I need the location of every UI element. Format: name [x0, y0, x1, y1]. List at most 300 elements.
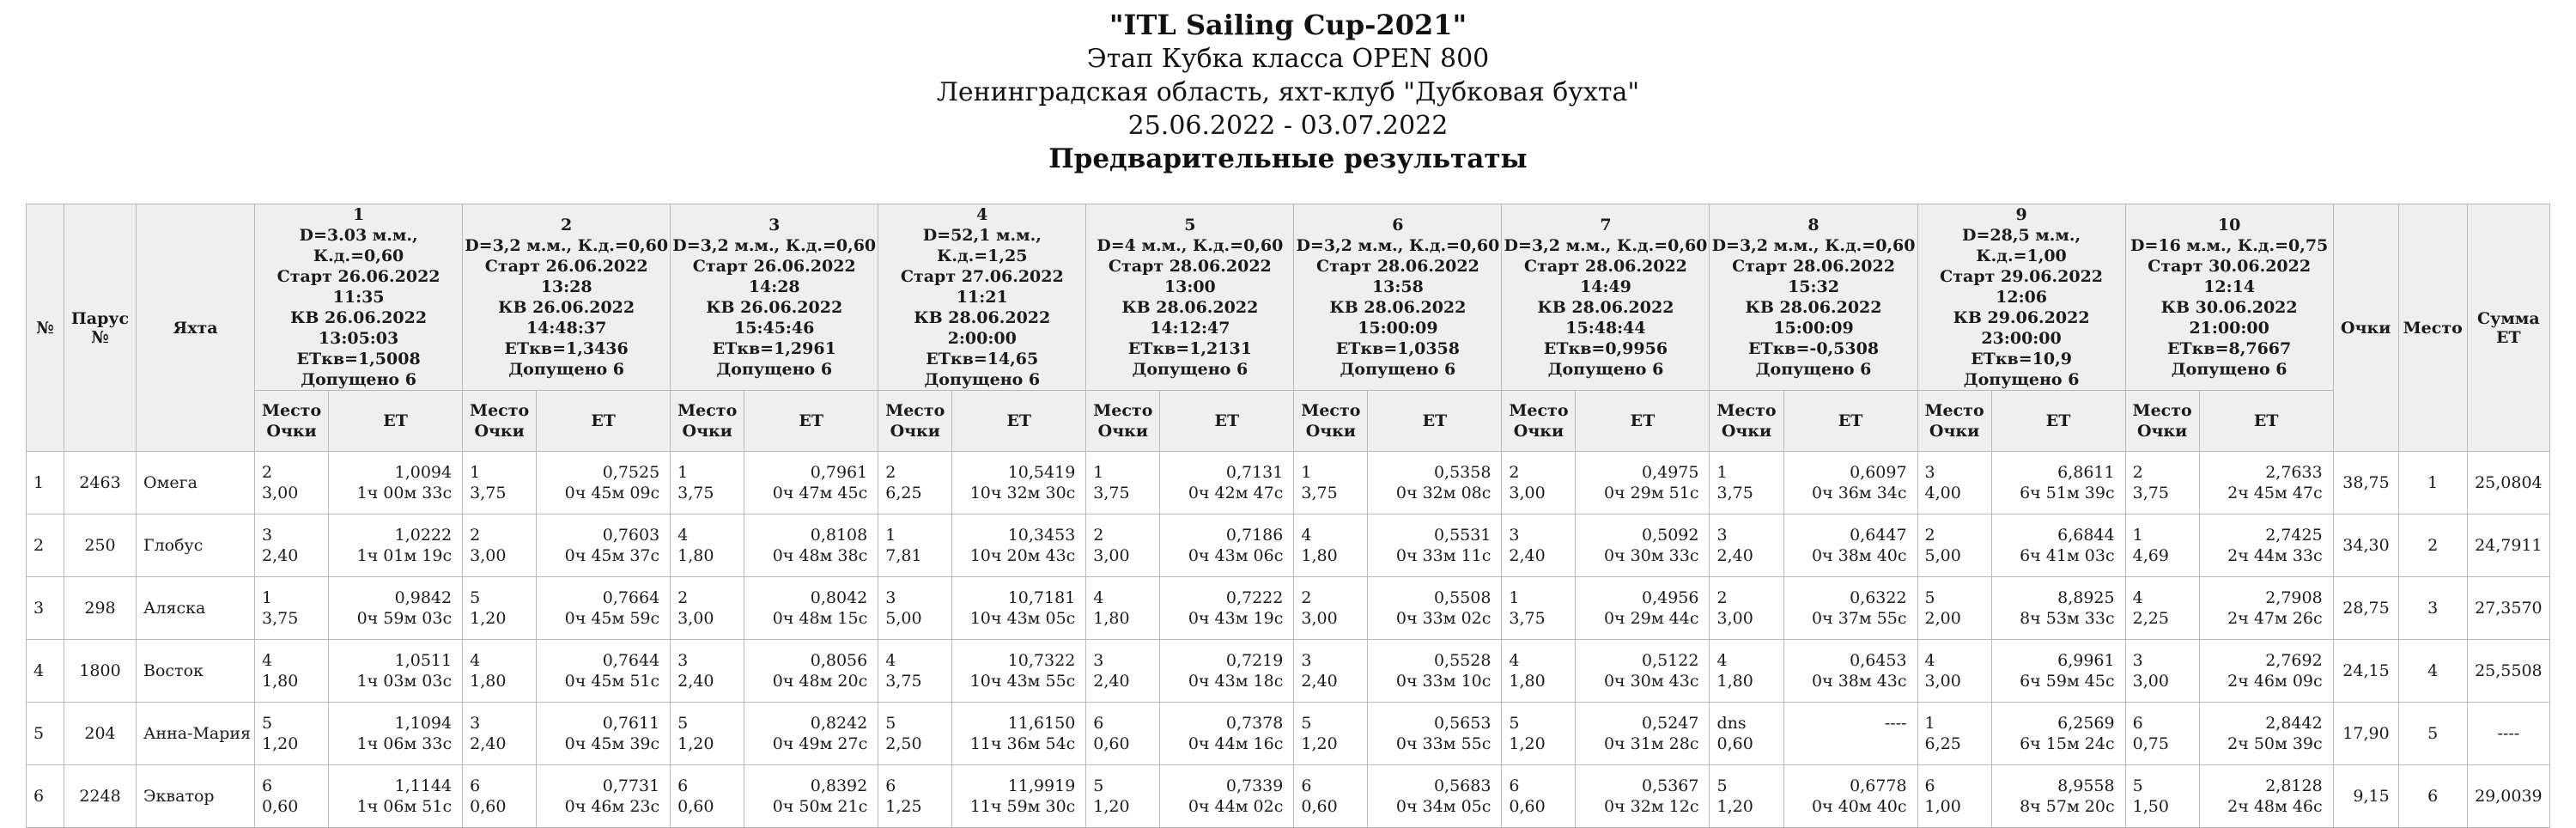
race-et: [1991, 765, 2125, 828]
race-et-value: 0,8242: [810, 714, 868, 733]
row-num: 6: [27, 765, 64, 828]
race-elapsed-time: 10ч 43м 55с: [969, 672, 1076, 691]
race-header-line: Допущено 6: [508, 360, 624, 379]
row-yacht: Анна-Мария: [137, 703, 255, 765]
race-et-value: 0,7219: [1225, 651, 1284, 670]
race-elapsed-time: 11ч 36м 54с: [969, 734, 1076, 753]
race-et: [744, 577, 878, 640]
race-points: 3,00: [262, 484, 299, 502]
row-sail: 2248: [64, 765, 137, 828]
sub-header-place-points: [2125, 391, 2199, 452]
race-points: 2,40: [1509, 546, 1546, 565]
sub-header-points-label: Очки: [1305, 422, 1356, 441]
race-header-7: [1502, 204, 1710, 391]
race-place-points: [1710, 514, 1783, 577]
race-points: 3,00: [1716, 609, 1753, 628]
race-header-line: ETкв=14,65: [926, 350, 1039, 368]
race-header-line: КВ 26.06.2022 14:48:37: [498, 298, 635, 338]
race-et-value: 0,7186: [1225, 526, 1284, 545]
race-place-points: [1086, 765, 1160, 828]
race-place: 3: [885, 588, 896, 607]
race-points: 3,00: [1924, 672, 1961, 691]
race-et: [329, 452, 463, 514]
race-place: 2: [470, 526, 481, 545]
race-header-line: D=3,2 м.м., К.д.=0,60: [1504, 236, 1708, 255]
race-header-line: 5: [1184, 216, 1196, 234]
race-place-points: [2125, 765, 2199, 828]
race-elapsed-time: 2ч 44м 33с: [2227, 546, 2323, 565]
race-header-line: D=3,2 м.м., К.д.=0,60: [465, 236, 669, 255]
race-header-line: 8: [1807, 216, 1820, 234]
race-et-value: 0,9842: [394, 588, 453, 607]
race-header-line: 6: [1392, 216, 1404, 234]
race-et: [1368, 452, 1502, 514]
race-points: 5,00: [885, 609, 922, 628]
race-et: [1783, 765, 1917, 828]
race-place-points: [1086, 452, 1160, 514]
race-header-10: [2125, 204, 2333, 391]
race-et: [537, 640, 671, 703]
race-et: [1368, 765, 1502, 828]
race-place-points: [1710, 640, 1783, 703]
table-row: [27, 765, 2550, 828]
sub-header-place-label: Место: [470, 401, 530, 420]
sub-header-points-label: Очки: [1513, 422, 1564, 441]
race-elapsed-time: 0ч 33м 55с: [1395, 734, 1492, 753]
row-yacht: Глобус: [137, 514, 255, 577]
race-points: 7,81: [885, 546, 922, 565]
race-et: [2199, 452, 2333, 514]
race-header-line: Допущено 6: [301, 370, 416, 389]
race-et: [952, 452, 1086, 514]
race-elapsed-time: 2ч 50м 39с: [2227, 734, 2323, 753]
race-header-line: КВ 28.06.2022 15:48:44: [1537, 298, 1674, 338]
race-place: 5: [1301, 714, 1312, 733]
race-points: 1,50: [2132, 797, 2169, 816]
race-elapsed-time: 0ч 32м 08с: [1395, 484, 1492, 502]
race-place: 4: [2132, 588, 2143, 607]
race-points: 1,80: [1093, 609, 1130, 628]
race-et: [1783, 514, 1917, 577]
race-et: [1160, 703, 1294, 765]
race-et-value: 1,0222: [394, 526, 453, 545]
race-et: [1368, 640, 1502, 703]
race-elapsed-time: 10ч 32м 30с: [969, 484, 1076, 502]
race-place: 4: [1509, 651, 1520, 670]
race-et: [1576, 703, 1710, 765]
race-place: 4: [262, 651, 273, 670]
race-header-line: КВ 26.06.2022 13:05:03: [290, 308, 428, 348]
race-place-points: [1502, 703, 1576, 765]
race-et-value: 0,7131: [1225, 463, 1284, 482]
race-header-line: 4: [976, 205, 988, 224]
race-et-value: 2,7908: [2265, 588, 2323, 607]
race-et: [952, 514, 1086, 577]
race-et-value: 11,9919: [1007, 776, 1076, 795]
race-et: [1576, 765, 1710, 828]
race-elapsed-time: 0ч 50м 21с: [772, 797, 868, 816]
race-elapsed-time: 0ч 47м 45с: [772, 484, 868, 502]
sub-header-points-label: Очки: [266, 422, 317, 441]
race-elapsed-time: 6ч 59м 45с: [2020, 672, 2115, 691]
table-row: [27, 452, 2550, 514]
race-place: 1: [885, 526, 896, 545]
race-header-line: D=3,2 м.м., К.д.=0,60: [672, 236, 877, 255]
race-place: 2: [2132, 463, 2143, 482]
race-et: [1783, 452, 1917, 514]
row-final-place: 6: [2398, 765, 2467, 828]
row-yacht: Экватор: [137, 765, 255, 828]
race-elapsed-time: 2ч 48м 46с: [2227, 797, 2323, 816]
race-et-value: 6,8611: [2057, 463, 2115, 482]
race-et: [952, 703, 1086, 765]
race-place-points: [878, 514, 952, 577]
race-header-line: 1: [352, 205, 365, 224]
race-et: [1991, 703, 2125, 765]
race-place: 1: [2132, 526, 2143, 545]
race-elapsed-time: 10ч 43м 05с: [969, 609, 1076, 628]
sub-header-place-label: Место: [1924, 401, 1984, 420]
sub-header-place-points: [1917, 391, 1991, 452]
row-sail: 298: [64, 577, 137, 640]
race-points: 3,00: [1509, 484, 1546, 502]
sub-header-place-points: [671, 391, 744, 452]
row-final-place: 4: [2398, 640, 2467, 703]
race-et-value: 2,8128: [2265, 776, 2323, 795]
race-et-value: 0,7339: [1225, 776, 1284, 795]
race-place-points: [878, 703, 952, 765]
race-points: 6,25: [885, 484, 922, 502]
race-place: 5: [677, 714, 689, 733]
race-place-points: [1917, 703, 1991, 765]
race-header-line: ETкв=8,7667: [2167, 339, 2292, 358]
race-place: 3: [262, 526, 273, 545]
race-header-line: ETкв=1,5008: [296, 350, 421, 368]
race-header-line: КВ 28.06.2022 14:12:47: [1121, 298, 1259, 338]
race-et: [744, 514, 878, 577]
race-points: 2,40: [470, 734, 507, 753]
race-points: 0,60: [1301, 797, 1338, 816]
race-place-points: [255, 514, 329, 577]
race-elapsed-time: 0ч 33м 02с: [1395, 609, 1492, 628]
race-header-line: ETкв=1,0358: [1335, 339, 1460, 358]
race-place-points: [1294, 577, 1368, 640]
race-et-value: 0,4975: [1642, 463, 1699, 482]
race-header-line: Старт 26.06.2022 14:28: [692, 257, 856, 296]
race-place-points: [1710, 452, 1783, 514]
sub-header-et: ET: [1368, 391, 1502, 452]
race-place: 6: [470, 776, 481, 795]
race-place-points: [878, 765, 952, 828]
race-header-1: [255, 204, 463, 391]
race-elapsed-time: 0ч 46м 23с: [564, 797, 660, 816]
race-elapsed-time: 0ч 29м 44с: [1603, 609, 1699, 628]
race-elapsed-time: 0ч 45м 39с: [564, 734, 660, 753]
race-place-points: [671, 765, 744, 828]
race-header-line: 10: [2217, 216, 2241, 234]
race-et-value: 10,3453: [1007, 526, 1076, 545]
race-points: 1,20: [470, 609, 507, 628]
sub-header-points-label: Очки: [1097, 422, 1148, 441]
race-place-points: [878, 577, 952, 640]
race-et-value: 0,5653: [1433, 714, 1492, 733]
race-place: 1: [1924, 714, 1935, 733]
race-et-value: 1,1144: [394, 776, 453, 795]
race-header-line: D=4 м.м., К.д.=0,60: [1097, 236, 1284, 255]
row-total-points: 38,75: [2333, 452, 2398, 514]
race-place: 5: [1924, 588, 1935, 607]
race-place: dns: [1716, 714, 1747, 733]
sub-header-place-points: [1086, 391, 1160, 452]
race-place: 2: [1301, 588, 1312, 607]
race-header-2: [463, 204, 671, 391]
race-elapsed-time: 8ч 53м 33с: [2020, 609, 2115, 628]
race-header-9: [1917, 204, 2125, 391]
race-et: [2199, 577, 2333, 640]
sub-header-place-label: Место: [1301, 401, 1361, 420]
race-points: 2,50: [885, 734, 922, 753]
race-elapsed-time: 1ч 03м 03с: [356, 672, 453, 691]
row-total-points: 17,90: [2333, 703, 2398, 765]
race-et: [1576, 514, 1710, 577]
race-points: 3,75: [262, 609, 299, 628]
race-points: 1,20: [1093, 797, 1130, 816]
race-elapsed-time: 10ч 20м 43с: [969, 546, 1076, 565]
race-place: 1: [262, 588, 273, 607]
race-place-points: [255, 452, 329, 514]
race-place-points: [1294, 452, 1368, 514]
race-elapsed-time: 0ч 43м 18с: [1188, 672, 1284, 691]
sub-header-place-points: [255, 391, 329, 452]
race-place: 3: [677, 651, 689, 670]
sub-header-points-label: Очки: [2136, 422, 2188, 441]
race-place-points: [1086, 703, 1160, 765]
race-elapsed-time: 1ч 01м 19с: [356, 546, 453, 565]
row-sum-et: 27,3570: [2467, 577, 2549, 640]
sub-header-et: ET: [329, 391, 463, 452]
race-points: 1,80: [677, 546, 714, 565]
race-elapsed-time: 2ч 46м 09с: [2227, 672, 2323, 691]
race-place-points: [878, 452, 952, 514]
race-elapsed-time: 0ч 49м 27с: [772, 734, 868, 753]
race-place: 6: [1924, 776, 1935, 795]
header-row-races: [27, 204, 2550, 391]
sub-header-points-label: Очки: [1721, 422, 1772, 441]
row-final-place: 2: [2398, 514, 2467, 577]
row-final-place: 1: [2398, 452, 2467, 514]
race-et: [1991, 577, 2125, 640]
event-title: "ITL Sailing Cup-2021": [1109, 9, 1467, 41]
race-et: [1160, 640, 1294, 703]
race-et: [2199, 765, 2333, 828]
race-header-line: Допущено 6: [1755, 360, 1872, 379]
race-et-value: 11,6150: [1007, 714, 1076, 733]
race-et-value: 6,9961: [2057, 651, 2115, 670]
race-header-line: КВ 28.06.2022 2:00:00: [914, 308, 1051, 348]
race-elapsed-time: 0ч 44м 16с: [1188, 734, 1284, 753]
race-place-points: [1294, 514, 1368, 577]
col-num-header: №: [27, 204, 64, 452]
race-place: 1: [470, 463, 481, 482]
race-et: [1991, 452, 2125, 514]
race-et: [744, 765, 878, 828]
race-header-line: D=3.03 м.м., К.д.=0,60: [299, 226, 418, 265]
race-elapsed-time: 6ч 15м 24с: [2020, 734, 2115, 753]
race-header-line: ETкв=0,9956: [1543, 339, 1668, 358]
race-header-line: D=3,2 м.м., К.д.=0,60: [1296, 236, 1500, 255]
race-et: [952, 577, 1086, 640]
race-et-value: 0,7644: [602, 651, 660, 670]
row-num: 4: [27, 640, 64, 703]
row-sum-et: 24,7911: [2467, 514, 2549, 577]
race-et-value: 0,7961: [810, 463, 868, 482]
row-yacht: Аляска: [137, 577, 255, 640]
race-place-points: [671, 452, 744, 514]
race-et: [1991, 640, 2125, 703]
race-et-value: 6,6844: [2057, 526, 2115, 545]
race-et-value: 0,5247: [1642, 714, 1699, 733]
race-place-points: [2125, 577, 2199, 640]
race-header-line: Старт 28.06.2022 13:00: [1108, 257, 1272, 296]
col-yacht-header: Яхта: [137, 204, 255, 452]
race-points: 3,00: [1301, 609, 1338, 628]
sub-header-place-points: [1710, 391, 1783, 452]
header-row-subcolumns: [27, 391, 2550, 452]
row-total-points: 34,30: [2333, 514, 2398, 577]
row-total-points: 9,15: [2333, 765, 2398, 828]
race-place-points: [1294, 640, 1368, 703]
race-elapsed-time: 0ч 34м 05с: [1395, 797, 1492, 816]
race-header-line: 2: [561, 216, 573, 234]
race-et-value: 0,5367: [1642, 776, 1699, 795]
race-et-value: 0,5528: [1433, 651, 1492, 670]
race-header-6: [1294, 204, 1502, 391]
race-points: 3,75: [1509, 609, 1546, 628]
race-header-line: 7: [1600, 216, 1612, 234]
sub-header-place-points: [1502, 391, 1576, 452]
race-place-points: [463, 765, 537, 828]
row-num: 2: [27, 514, 64, 577]
race-et: [329, 703, 463, 765]
race-place-points: [1502, 640, 1576, 703]
race-points: 3,75: [470, 484, 507, 502]
race-header-line: Допущено 6: [924, 370, 1041, 389]
row-total-points: 24,15: [2333, 640, 2398, 703]
race-points: 0,60: [677, 797, 714, 816]
race-et: [329, 577, 463, 640]
race-et-value: 1,1094: [394, 714, 453, 733]
race-elapsed-time: [1784, 734, 1907, 754]
results-header: [0, 0, 2576, 176]
race-et: [537, 452, 671, 514]
sub-header-place-points: [463, 391, 537, 452]
race-points: 0,60: [262, 797, 299, 816]
race-elapsed-time: 0ч 36м 34с: [1812, 484, 1907, 502]
sub-header-et: ET: [1783, 391, 1917, 452]
race-header-line: Допущено 6: [1547, 360, 1664, 379]
sub-header-et: ET: [1991, 391, 2125, 452]
race-et: [1783, 577, 1917, 640]
race-place: 2: [1509, 463, 1520, 482]
race-et-value: 0,7603: [602, 526, 660, 545]
race-place-points: [255, 703, 329, 765]
race-et-value: 0,7378: [1225, 714, 1284, 733]
race-et-value: 6,2569: [2057, 714, 2115, 733]
race-et-value: 2,8442: [2265, 714, 2323, 733]
col-points-header: Очки: [2333, 204, 2398, 452]
race-et: [1368, 703, 1502, 765]
race-header-line: Старт 28.06.2022 14:49: [1524, 257, 1687, 296]
race-elapsed-time: 0ч 40м 40с: [1812, 797, 1907, 816]
race-et-value: 0,5508: [1433, 588, 1492, 607]
race-place-points: [671, 703, 744, 765]
race-header-line: ETкв=1,2131: [1127, 339, 1252, 358]
sub-header-points-label: Очки: [474, 422, 525, 441]
race-points: 1,80: [1509, 672, 1546, 691]
race-elapsed-time: 1ч 00м 33с: [356, 484, 453, 502]
race-place-points: [1502, 514, 1576, 577]
race-et-value: 0,5683: [1433, 776, 1492, 795]
race-place: 5: [885, 714, 896, 733]
race-et-value: ----: [1884, 714, 1907, 733]
col-sum-et-label-1: Сумма: [2477, 308, 2540, 328]
race-header-line: Допущено 6: [716, 360, 833, 379]
row-num: 5: [27, 703, 64, 765]
race-place: 2: [677, 588, 689, 607]
row-final-place: 3: [2398, 577, 2467, 640]
race-header-line: ETкв=10,9: [1971, 350, 2072, 368]
row-sail: 2463: [64, 452, 137, 514]
race-place: 5: [1716, 776, 1728, 795]
race-place-points: [463, 640, 537, 703]
event-location: Ленинградская область, яхт-клуб "Дубковая бухта": [936, 77, 1640, 107]
race-header-8: [1710, 204, 1917, 391]
race-et: [1368, 577, 1502, 640]
race-elapsed-time: 0ч 30м 33с: [1603, 546, 1699, 565]
race-et-value: 0,5358: [1433, 463, 1492, 482]
race-header-line: КВ 26.06.2022 15:45:46: [706, 298, 843, 338]
race-header-5: [1086, 204, 1294, 391]
race-place-points: [1917, 577, 1991, 640]
race-et-value: 2,7425: [2265, 526, 2323, 545]
sub-header-points-label: Очки: [1929, 422, 1980, 441]
race-points: 1,20: [1716, 797, 1753, 816]
race-place-points: [463, 452, 537, 514]
sub-header-place-label: Место: [1093, 401, 1153, 420]
race-place-points: [671, 577, 744, 640]
race-place: 2: [1093, 526, 1104, 545]
race-et: [1160, 514, 1294, 577]
race-place-points: [1917, 514, 1991, 577]
race-et: [537, 703, 671, 765]
race-header-line: Старт 30.06.2022 12:14: [2148, 257, 2312, 296]
row-yacht: Восток: [137, 640, 255, 703]
race-place: 6: [885, 776, 896, 795]
row-sail: 204: [64, 703, 137, 765]
race-elapsed-time: 0ч 45м 59с: [564, 609, 660, 628]
race-points: 2,25: [2132, 609, 2169, 628]
sub-header-place-points: [1294, 391, 1368, 452]
race-points: 4,00: [1924, 484, 1961, 502]
race-place-points: [1710, 577, 1783, 640]
race-place: 1: [1509, 588, 1520, 607]
table-row: [27, 577, 2550, 640]
race-et-value: 1,0094: [394, 463, 453, 482]
sub-header-et: ET: [1576, 391, 1710, 452]
race-elapsed-time: 0ч 38м 40с: [1812, 546, 1907, 565]
race-place: 6: [677, 776, 689, 795]
race-place: 3: [1716, 526, 1728, 545]
